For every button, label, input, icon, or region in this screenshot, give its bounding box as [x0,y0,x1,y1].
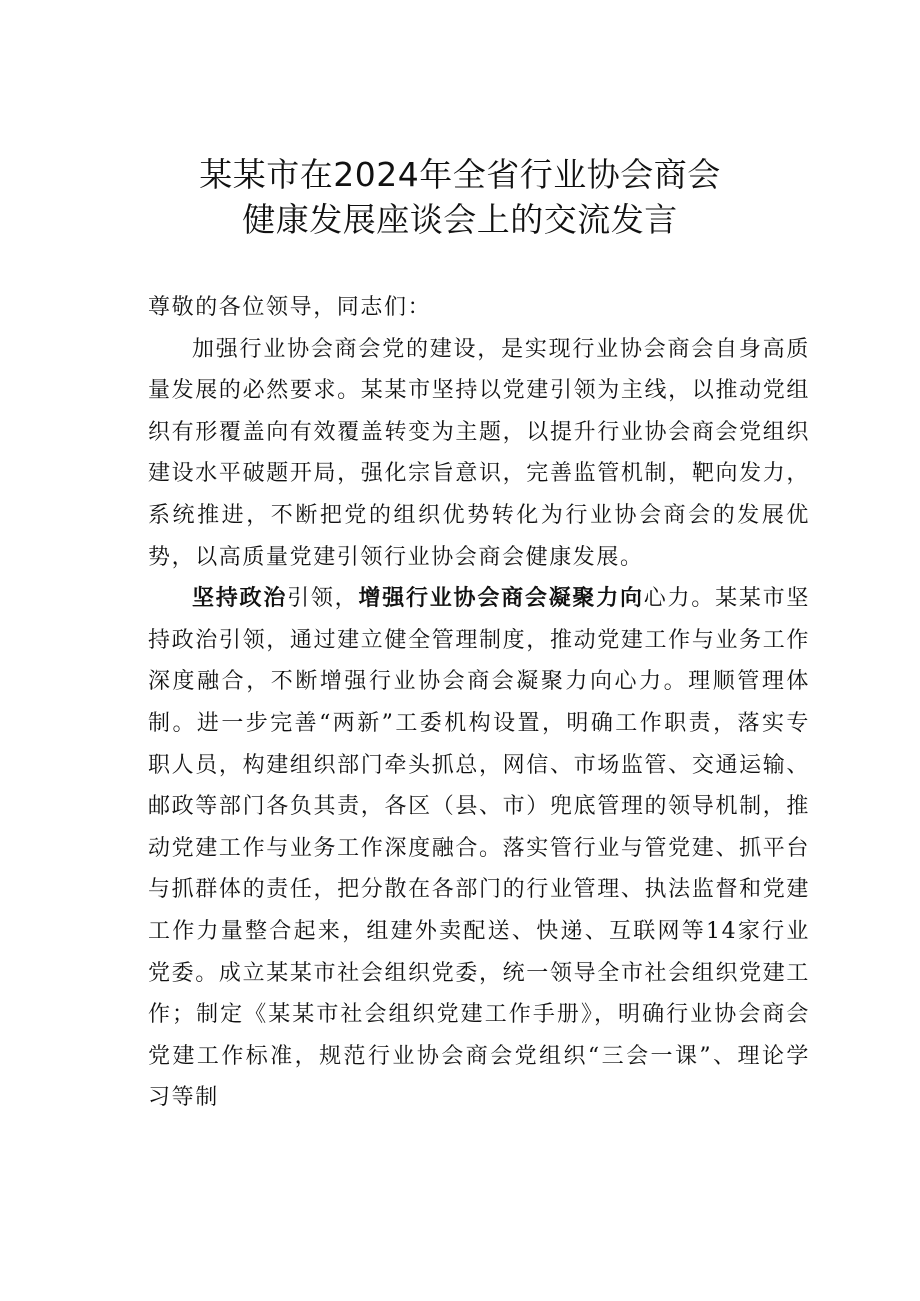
title-line-2: 健康发展座谈会上的交流发言 [242,200,678,239]
paragraph-1: 加强行业协会商会党的建设，是实现行业协会商会自身高质量发展的必然要求。某某市坚持以党建引领为主线，以推动党组织有形覆盖向有效覆盖转变为主题，以提升行业协会商会党组织建设水平破题开局，强化宗旨意识，完善监管机制，靶向发力，系统推进，不断把党的组织优势转化为行业协会商会的发展优势，以高质量党建引领行业协会商会健康发展。 [148,336,810,570]
paragraph-2-heading-part-1: 坚持政治 [192,586,288,612]
paragraph-2-heading-connector-1: 引领， [287,586,359,612]
document-body [148,287,810,1119]
document-title [0,152,920,242]
salutation: 尊敬的各位领导，同志们： [148,295,432,320]
paragraph-2-heading-part-2: 增强行业协会商会凝聚力向 [358,586,644,612]
title-line-1: 某某市在2024年全省行业协会商会 [199,155,721,194]
paragraph-2-body: 心力。某某市坚持政治引领，通过建立健全管理制度，推动党建工作与业务工作深度融合，不断增强行业协会商会凝聚力向心力。理顺管理体制。进一步完善“两新”工委机构设置，明确工作职责，落实专职人员，构建组织部门牵头抓总，网信、市场监管、交通运输、邮政等部门各负其责，各区（县、市）兜底管理的领导机制，推动党建工作与业务工作深度融合。落实管行业与管党建、抓平台与抓群体的责任，把分散在各部门的行业管理、执法监督和党建工作力量整合起来，组建外卖配送、快递、互联网等14家行业党委。成立某某市社会组织党委，统一领导全市社会组织党建工作；制定《某某市社会组织党建工作手册》，明确行业协会商会党建工作标准，规范行业协会商会党组织“三会一课”、理论学习等制 [148,586,811,1111]
paragraph-2 [148,578,810,1119]
